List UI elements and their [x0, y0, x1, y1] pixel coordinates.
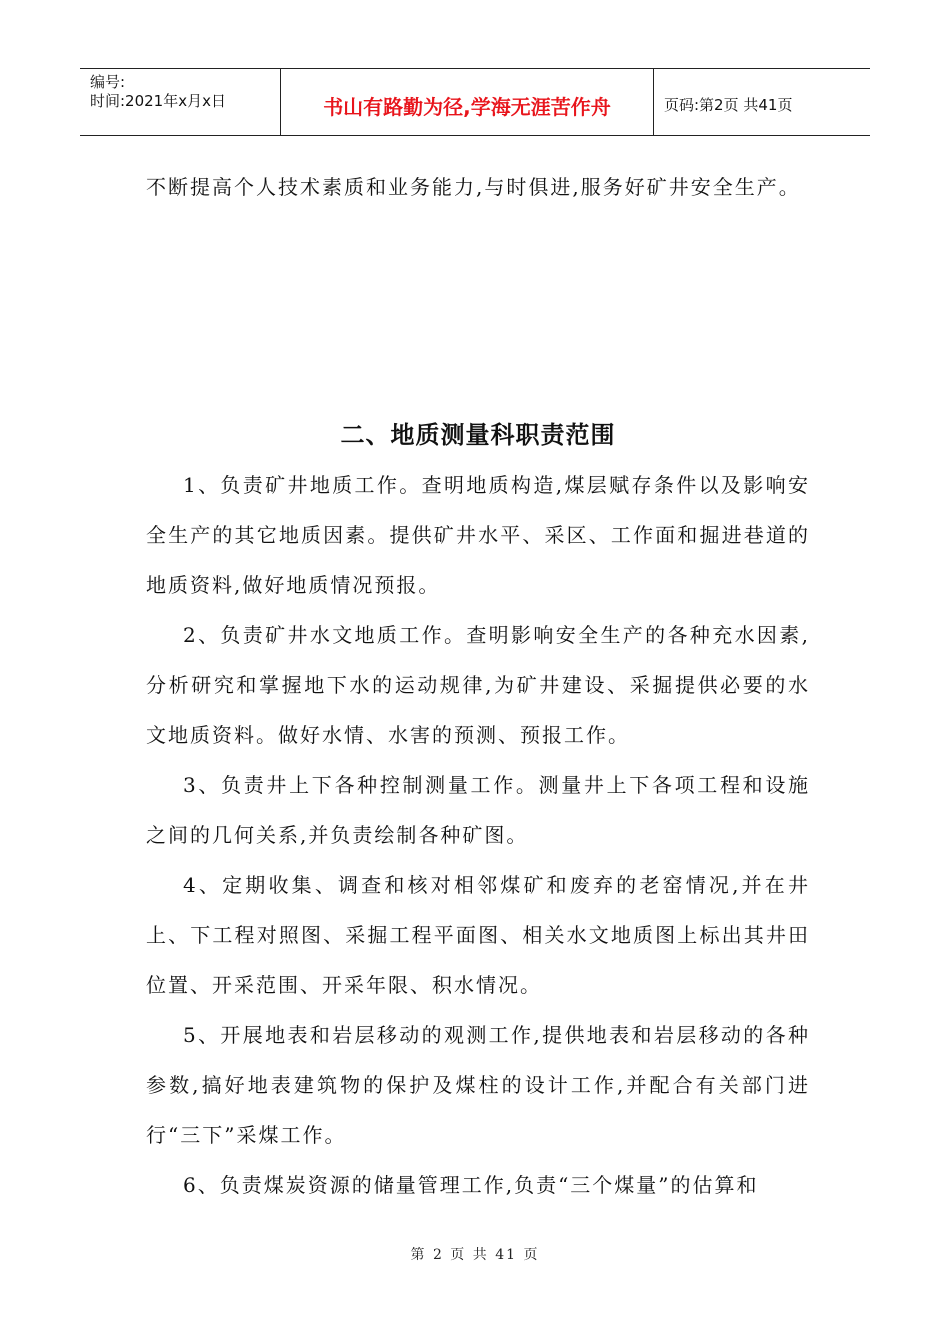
duty-paragraph-2: 2、负责矿井水文地质工作。查明影响安全生产的各种充水因素,分析研究和掌握地下水的运动规律,为矿井建设、采掘提供必要的水文地质资料。做好水情、水害的预测、预报工作。 [146, 623, 810, 747]
page-header [80, 68, 870, 136]
intro-paragraph: 不断提高个人技术素质和业务能力,与时俱进,服务好矿井安全生产。 [146, 175, 801, 199]
duty-paragraph-6: 6、负责煤炭资源的储量管理工作,负责“三个煤量”的估算和 [183, 1173, 759, 1197]
duty-paragraph-5: 5、开展地表和岩层移动的观测工作,提供地表和岩层移动的各种参数,搞好地表建筑物的保护及煤柱的设计工作,并配合有关部门进行“三下”采煤工作。 [146, 1023, 810, 1147]
section-body [146, 460, 810, 1210]
duty-paragraph-4: 4、定期收集、调查和核对相邻煤矿和废弃的老窑情况,并在井上、下工程对照图、采掘工程平面图、相关水文地质图上标出其井田位置、开采范围、开采年限、积水情况。 [146, 873, 810, 997]
section-title: 二、地质测量科职责范围 [340, 421, 616, 449]
intro-block [146, 162, 810, 212]
document-time-label: 时间:2021年x月x日 [90, 92, 226, 110]
duty-paragraph-1: 1、负责矿井地质工作。查明地质构造,煤层赋存条件以及影响安全生产的其它地质因素。提供矿井水平、采区、工作面和掘进巷道的地质资料,做好地质情况预报。 [146, 473, 810, 597]
page-footer: 第 2 页 共 41 页 [410, 1247, 540, 1263]
duty-paragraph-3: 3、负责井上下各种控制测量工作。测量井上下各项工程和设施之间的几何关系,并负责绘制各种矿图。 [146, 773, 810, 847]
header-page-info: 页码:第2页 共41页 [664, 95, 793, 114]
document-number-label: 编号: [90, 73, 126, 91]
header-meta [80, 69, 281, 135]
header-motto: 书山有路勤为径,学海无涯苦作舟 [281, 69, 654, 135]
